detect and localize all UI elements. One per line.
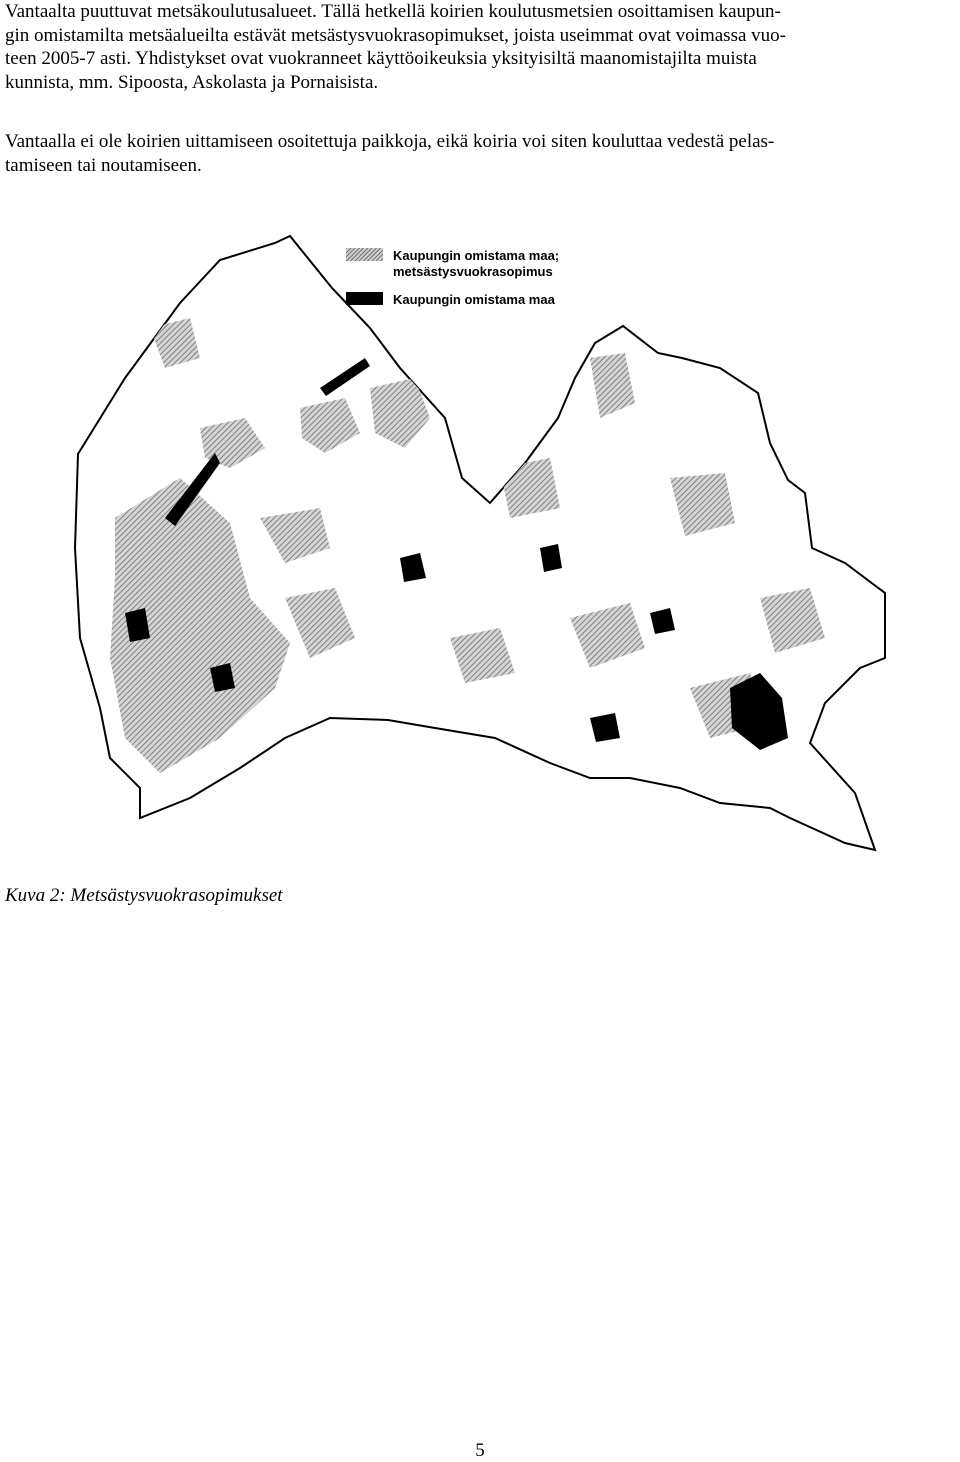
legend-item-lease: [346, 248, 559, 280]
text-line: Vantaalla ei ole koirien uittamiseen osoitettuja paikkoja, eikä koiria voi siten kouluttaa vedestä pelas-: [5, 131, 775, 152]
text-line: gin omistamilta metsäalueilta estävät metsästysvuokrasopimukset, joista useimmat ovat voimassa vuo-: [5, 24, 786, 46]
paragraph-intro: [5, 0, 950, 94]
page-number: 5: [475, 1440, 485, 1461]
text-line: tamiseen tai noutamiseen.: [5, 154, 202, 176]
owned-swatch: [346, 292, 383, 305]
map-legend: [346, 248, 606, 312]
text-line: Vantaalta puuttuvat metsäkoulutusalueet. Tällä hetkellä koirien koulutusmetsien osoittamisen kaupun-: [5, 1, 781, 22]
legend-item-owned: [346, 292, 555, 308]
legend-label: Kaupungin omistama maa: [393, 292, 555, 307]
figure-caption: Kuva 2: Metsästysvuokrasopimukset: [5, 885, 283, 906]
vantaa-land-map: [70, 218, 890, 868]
text-line: teen 2005-7 asti. Yhdistykset ovat vuokranneet käyttöoikeuksia yksityisiltä maanomistajilta muista: [5, 48, 757, 69]
lease-swatch: [346, 248, 383, 261]
legend-label: metsästysvuokrasopimus: [393, 264, 553, 279]
text-line: kunnista, mm. Sipoosta, Askolasta ja Pornaisista.: [5, 71, 379, 93]
paragraph-water-training: [5, 130, 950, 177]
legend-label: Kaupungin omistama maa;: [393, 248, 560, 263]
